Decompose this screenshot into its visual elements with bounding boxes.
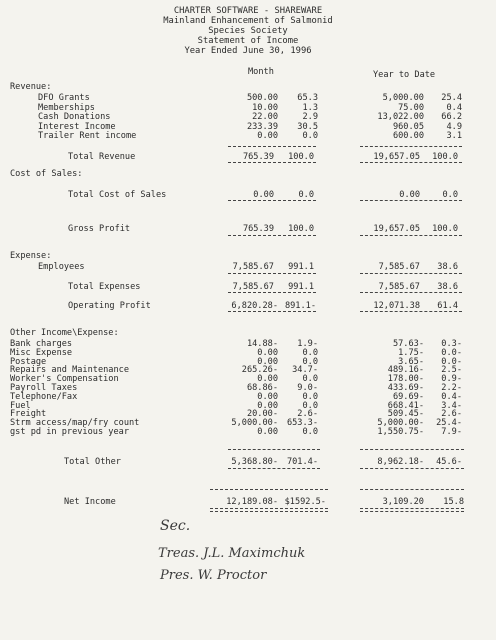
ytd-percent: 66.2 (441, 112, 462, 122)
employees-row (0, 262, 496, 272)
month-amount: 0.00 (257, 374, 278, 385)
dashed-rule (360, 468, 464, 469)
ytd-amount: 0.00 (399, 190, 420, 200)
statement-row (0, 103, 496, 113)
month-amount: 5,368.80- (231, 457, 278, 467)
total-expenses-row (0, 282, 496, 292)
month-amount: 5,000.00- (231, 418, 278, 429)
month-amount: 7,585.67 (232, 282, 274, 292)
month-percent: 0.0 (302, 374, 318, 385)
month-amount: 0.00 (257, 427, 278, 437)
ytd-amount: 3,109.20 (382, 497, 424, 507)
ytd-amount: 489.16- (387, 365, 424, 376)
ytd-amount: 600.00 (392, 131, 424, 141)
section-cost-of-sales: Cost of Sales: (10, 169, 83, 179)
section-revenue: Revenue: (10, 82, 52, 92)
ytd-amount: 13,022.00 (377, 112, 424, 122)
dashed-rule (228, 468, 320, 469)
ytd-percent: 0.0- (441, 347, 462, 358)
total-revenue-row (0, 152, 496, 162)
row-label: Total Cost of Sales (68, 190, 167, 200)
month-amount: 0.00 (257, 400, 278, 411)
dashed-rule (360, 235, 462, 236)
ytd-amount: 509.45- (387, 409, 424, 420)
month-amount: 765.39 (242, 152, 274, 162)
ytd-percent: 2.6- (441, 409, 462, 420)
month-percent: 991.1 (288, 282, 314, 292)
month-percent: 34.7- (292, 365, 318, 376)
row-label: Gross Profit (68, 224, 131, 234)
month-amount: 0.00 (257, 131, 278, 141)
ytd-percent: 61.4 (437, 301, 458, 311)
dashed-rule (228, 311, 316, 312)
dashed-rule (360, 200, 462, 201)
ytd-percent: 25.4 (441, 93, 462, 103)
ytd-amount: 668.41- (387, 400, 424, 411)
ytd-amount: 57.63- (392, 339, 424, 349)
dashed-rule (228, 146, 316, 147)
dashed-rule (360, 146, 462, 147)
operating-profit-row (0, 301, 496, 311)
row-label: Employees (38, 262, 85, 272)
month-amount: 14.88- (246, 339, 278, 349)
ytd-amount: 1,550.75- (377, 427, 424, 437)
statement-row (0, 427, 496, 437)
statement-row (0, 131, 496, 141)
dashed-rule (210, 511, 328, 512)
dashed-rule (228, 162, 316, 163)
row-label: Telephone/Fax (10, 391, 78, 402)
ytd-percent: 100.0 (432, 152, 458, 162)
ytd-amount: 5,000.00 (382, 93, 424, 103)
month-percent: 0.0 (302, 347, 318, 358)
row-label: Repairs and Maintenance (10, 365, 129, 376)
month-percent: 891.1- (284, 301, 316, 311)
report-title-company: CHARTER SOFTWARE - SHAREWARE (173, 6, 323, 16)
ytd-amount: 19,657.05 (373, 152, 420, 162)
column-header-month: Month (248, 67, 274, 77)
month-amount: 20.00- (246, 409, 278, 420)
ytd-amount: 69.69- (392, 391, 424, 402)
month-percent: 0.0 (298, 190, 314, 200)
ytd-amount: 75.00 (398, 102, 424, 113)
row-label: Freight (10, 409, 47, 420)
month-amount: 765.39 (242, 224, 274, 234)
row-label: Total Revenue (68, 152, 136, 162)
dashed-rule (360, 292, 462, 293)
dashed-rule (360, 273, 462, 274)
row-label: Payroll Taxes (10, 383, 78, 393)
row-label: Memberships (38, 102, 95, 113)
statement-row (0, 122, 496, 132)
report-title-organization: Mainland Enhancement of Salmonid (163, 16, 333, 26)
month-amount: 233.39 (246, 121, 278, 132)
dashed-rule (360, 511, 464, 512)
month-percent: 2.9 (302, 112, 318, 122)
month-amount: 265.26- (241, 365, 278, 376)
month-percent: 701.4- (286, 457, 318, 467)
month-amount: 0.00 (257, 391, 278, 402)
month-amount: 0.00 (257, 347, 278, 358)
month-amount: 22.00 (252, 112, 278, 122)
report-title-period: Year Ended June 30, 1996 (184, 46, 312, 56)
month-amount: 7,585.67 (232, 262, 274, 272)
dashed-rule (210, 489, 328, 490)
month-amount: 10.00 (252, 102, 278, 113)
row-label: Operating Profit (68, 301, 151, 311)
ytd-percent: 45.6- (436, 457, 462, 467)
month-percent: 0.0 (302, 356, 318, 367)
month-percent: 0.0 (302, 427, 318, 437)
signature-treasurer: Treas. J.L. Maximchuk (158, 546, 306, 561)
month-percent: 2.6- (297, 409, 318, 420)
month-amount: 12,189.08- (226, 497, 278, 507)
net-income-row (0, 497, 496, 507)
row-label: Net Income (64, 497, 116, 507)
statement-row (0, 112, 496, 122)
ytd-percent: 38.6 (437, 282, 458, 292)
month-percent: $1592.5- (284, 497, 326, 507)
row-label: DFO Grants (38, 93, 90, 103)
dashed-rule (228, 449, 320, 450)
month-amount: 0.00 (253, 190, 274, 200)
ytd-amount: 7,585.67 (378, 282, 420, 292)
ytd-amount: 8,962.18- (377, 457, 424, 467)
row-label: Interest Income (38, 121, 116, 132)
month-percent: 30.5 (297, 121, 318, 132)
statement-row (0, 93, 496, 103)
ytd-percent: 2.5- (441, 365, 462, 376)
row-label: Worker's Compensation (10, 374, 119, 385)
month-percent: 1.9- (297, 339, 318, 349)
row-label: Trailer Rent income (38, 131, 137, 141)
ytd-amount: 7,585.67 (378, 262, 420, 272)
month-percent: 0.0 (302, 131, 318, 141)
month-percent: 0.0 (302, 391, 318, 402)
report-title-statement: Statement of Income (197, 36, 299, 46)
row-label: Bank charges (10, 339, 73, 349)
ytd-amount: 19,657.05 (373, 224, 420, 234)
month-percent: 991.1 (288, 262, 314, 272)
month-percent: 0.0 (302, 400, 318, 411)
dashed-rule (360, 449, 464, 450)
month-amount: 0.00 (257, 356, 278, 367)
row-label: Total Expenses (68, 282, 141, 292)
total-cost-of-sales-row (0, 190, 496, 200)
signature-secretary: Sec. (160, 518, 191, 534)
report-title-organization-2: Species Society (208, 26, 288, 36)
row-label: Cash Donations (38, 112, 111, 122)
dashed-rule (228, 292, 316, 293)
ytd-percent: 0.4 (446, 102, 462, 113)
ytd-percent: 25.4- (436, 418, 462, 429)
month-amount: 6,820.28- (231, 301, 278, 311)
section-expense: Expense: (10, 251, 52, 261)
row-label: Postage (10, 356, 47, 367)
gross-profit-row (0, 224, 496, 234)
ytd-percent: 38.6 (437, 262, 458, 272)
ytd-percent: 0.4- (441, 391, 462, 402)
signature-president: Pres. W. Proctor (160, 568, 267, 583)
row-label: Fuel (10, 400, 31, 411)
ytd-percent: 4.9 (446, 121, 462, 132)
ytd-amount: 12,071.38 (373, 301, 420, 311)
total-other-row (0, 457, 496, 467)
row-label: Total Other (64, 457, 121, 467)
month-percent: 100.0 (288, 152, 314, 162)
ytd-amount: 3.65- (398, 356, 424, 367)
month-percent: 65.3 (297, 93, 318, 103)
ytd-amount: 5,000.00- (377, 418, 424, 429)
dashed-rule (210, 508, 328, 509)
dashed-rule (228, 273, 316, 274)
ytd-amount: 178.00- (387, 374, 424, 385)
ytd-amount: 960.05 (392, 121, 424, 132)
ytd-percent: 7.9- (441, 427, 462, 437)
dashed-rule (228, 200, 316, 201)
ytd-percent: 0.0- (441, 356, 462, 367)
month-percent: 100.0 (288, 224, 314, 234)
ytd-percent: 3.1 (446, 131, 462, 141)
ytd-percent: 0.3- (441, 339, 462, 349)
column-header-ytd: Year to Date (373, 70, 436, 80)
ytd-percent: 3.4- (441, 400, 462, 411)
month-percent: 1.3 (302, 102, 318, 113)
month-amount: 500.00 (246, 93, 278, 103)
row-label: gst pd in previous year (10, 427, 129, 437)
ytd-percent: 15.8 (443, 497, 464, 507)
month-percent: 653.3- (286, 418, 318, 429)
dashed-rule (360, 311, 462, 312)
row-label: Strm access/map/fry count (10, 418, 140, 429)
ytd-percent: 2.2- (441, 383, 462, 393)
ytd-amount: 433.69- (387, 383, 424, 393)
dashed-rule (360, 508, 464, 509)
ytd-amount: 1.75- (398, 347, 424, 358)
dashed-rule (360, 162, 462, 163)
month-percent: 9.0- (297, 383, 318, 393)
dashed-rule (360, 489, 464, 490)
ytd-percent: 0.9- (441, 374, 462, 385)
section-other-income-expense: Other Income\Expense: (10, 328, 119, 338)
ytd-percent: 100.0 (432, 224, 458, 234)
row-label: Misc Expense (10, 347, 73, 358)
ytd-percent: 0.0 (442, 190, 458, 200)
month-amount: 68.86- (246, 383, 278, 393)
dashed-rule (228, 235, 316, 236)
